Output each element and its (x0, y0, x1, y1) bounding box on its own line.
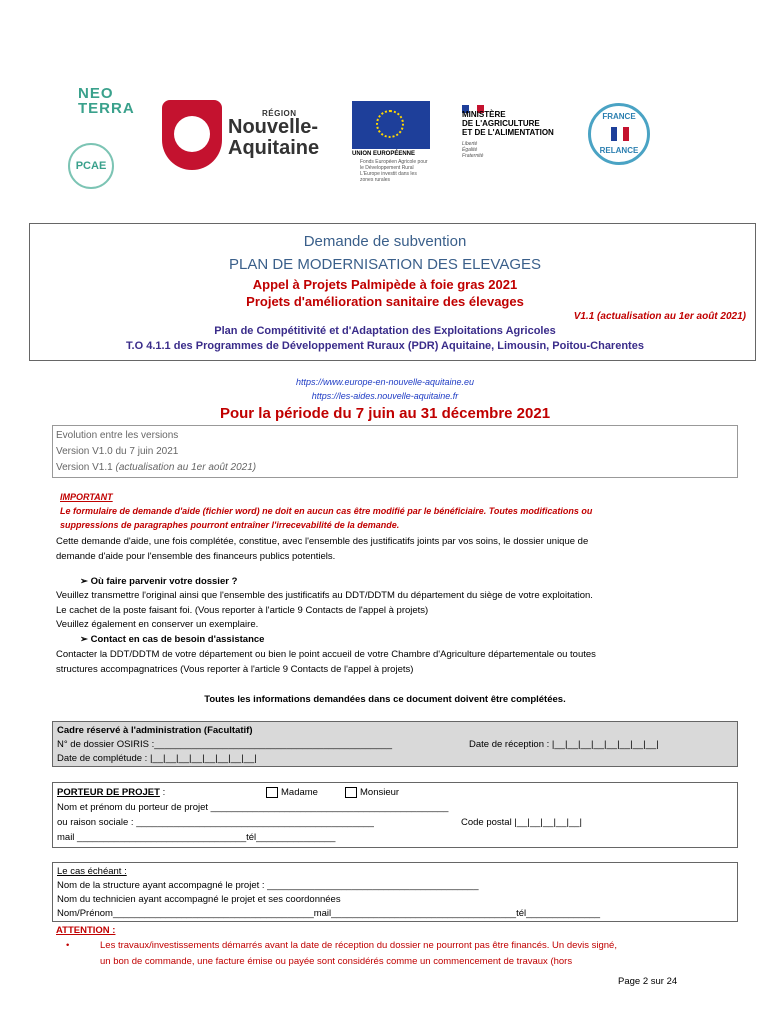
link-aides[interactable]: https://les-aides.nouvelle-aquitaine.fr (311, 391, 459, 401)
relance-flag-icon (611, 127, 629, 141)
link-europe[interactable]: https://www.europe-en-nouvelle-aquitaine.eu (295, 377, 475, 387)
page-number: Page 2 sur 24 (618, 976, 678, 987)
technician-label: Nom du technicien ayant accompagné le projet et ses coordonnées (57, 894, 341, 905)
french-flag-icon (462, 100, 484, 108)
contact-line1: Contacter la DDT/DDTM de votre département ou bien le point accueil de votre Chambre d'Agriculture départementale ou toutes (56, 649, 596, 660)
eu-flag-icon (352, 101, 430, 149)
intro-line1: Cette demande d'aide, une fois complétée, constitue, avec l'ensemble des justificatifs joints par vos soins, le dossier unique de (56, 536, 589, 547)
version-v11-prefix: Version V1.1 (56, 462, 116, 473)
version-v11 (56, 462, 256, 473)
attention-heading: ATTENTION : (56, 925, 116, 936)
title-line7: T.O 4.1.1 des Programmes de Développement Ruraux (PDR) Aquitaine, Limousin, Poitou-Charentes (126, 340, 644, 352)
mail-field[interactable]: mail ________________________________tél_______________ (57, 832, 336, 843)
structure-heading: Le cas échéant : (57, 866, 127, 877)
monsieur-label: Monsieur (360, 787, 400, 799)
neoterra-logo: NEO TERRA (78, 85, 135, 117)
all-info-notice: Toutes les informations demandées dans ce document doivent être complétées. (204, 694, 566, 705)
where-line3: Veuillez également en conserver un exemplaire. (56, 619, 259, 630)
contact-line2: structures accompagnatrices (Vous reporter à l'article 9 Contacts de l'appel à projets) (56, 664, 414, 675)
important-heading: IMPORTANT (60, 492, 113, 502)
title-line1: Demande de subvention (303, 233, 467, 250)
admin-box (52, 721, 738, 767)
versions-heading: Evolution entre les versions (56, 430, 179, 441)
eu-title: UNION EUROPÉENNE (352, 151, 416, 157)
attention-line1: Les travaux/investissements démarrés avant la date de réception du dossier ne pourront pas être financés. Un devis signé, (100, 940, 617, 951)
title-line2: PLAN DE MODERNISATION DES ELEVAGES (228, 256, 542, 273)
where-line1: Veuillez transmettre l'original ainsi que l'ensemble des justificatifs au DDT/DDTM du département du siège de votre exploitation. (56, 590, 593, 601)
region-shield-icon (162, 100, 222, 170)
ministry-motto: Liberté Égalité Fraternité (462, 141, 484, 159)
porteur-colon: : (159, 787, 166, 798)
where-heading: ➢ Où faire parvenir votre dossier ? (80, 576, 238, 587)
region-name: Nouvelle- Aquitaine (228, 116, 320, 159)
title-line3: Appel à Projets Palmipède à foie gras 2021 (252, 277, 518, 292)
period-title: Pour la période du 7 juin au 31 décembre 2021 (219, 405, 551, 422)
structure-name-field[interactable]: Nom de la structure ayant accompagné le projet : ________________________________________ (57, 880, 479, 891)
structure-box (52, 862, 738, 922)
osiris-field[interactable]: N° de dossier OSIRIS :_____________________________________________ (57, 739, 393, 750)
relance-top: FRANCE (602, 112, 636, 121)
monsieur-option[interactable] (345, 787, 399, 798)
important-line1: Le formulaire de demande d'aide (fichier word) ne doit en aucun cas être modifié par le bénéficiaire. Toutes modifications ou (60, 506, 593, 516)
admin-heading: Cadre réservé à l'administration (Facultatif) (57, 725, 253, 736)
title-line4: Projets d'amélioration sanitaire des élevages (246, 294, 524, 309)
where-line2: Le cachet de la poste faisant foi. (Vous reporter à l'article 9 Contacts de l'appel à projets) (56, 605, 429, 616)
eu-subtitle: Fonds Européen Agricole pour le Développement Rural L'Europe investit dans les zones rurales (360, 159, 428, 183)
attention-line2: un bon de commande, une facture émise ou payée sont considérés comme un commencement de travaux (hors (100, 956, 573, 967)
version-v10: Version V1.0 du 7 juin 2021 (56, 446, 179, 457)
monsieur-checkbox[interactable] (345, 787, 357, 798)
reception-date-field[interactable]: Date de réception : |__|__|__|__|__|__|__|__| (469, 739, 659, 750)
postal-field[interactable]: Code postal |__|__|__|__|__| (461, 817, 582, 828)
completion-date-field[interactable]: Date de complétude : |__|__|__|__|__|__|__|__| (57, 753, 257, 764)
contact-heading: ➢ Contact en cas de besoin d'assistance (80, 634, 265, 645)
ministry-name: MINISTÈRE DE L'AGRICULTURE ET DE L'ALIMENTATION (462, 110, 554, 137)
raison-field[interactable]: ou raison sociale : _____________________________________________ (57, 817, 374, 828)
intro-line2: demande d'aide pour l'ensemble des financeurs publics potentiels. (56, 551, 336, 562)
version-v11-italic: (actualisation au 1er août 2021) (115, 462, 257, 473)
attention-bullet: • (66, 940, 70, 951)
version-label: V1.1 (actualisation au 1er août 2021) (573, 311, 746, 322)
porteur-box (52, 782, 738, 848)
relance-bottom: RELANCE (599, 146, 639, 155)
porteur-heading-wrap (57, 787, 165, 798)
madame-label: Madame (281, 787, 318, 799)
title-line6: Plan de Compétitivité et d'Adaptation des Exploitations Agricoles (214, 325, 556, 337)
madame-option[interactable] (266, 787, 318, 798)
pcae-logo: PCAE (68, 143, 114, 189)
madame-checkbox[interactable] (266, 787, 278, 798)
france-relance-logo (588, 103, 650, 165)
important-line2: suppressions de paragraphes pourront entraîner l'irrecevabilité de la demande. (60, 520, 400, 530)
region-label: RÉGION (262, 109, 297, 118)
name-field[interactable]: Nom et prénom du porteur de projet _____________________________________________ (57, 802, 449, 813)
technician-field[interactable]: Nom/Prénom______________________________________mail___________________________________tél______________ (57, 908, 601, 919)
porteur-heading: PORTEUR DE PROJET (57, 787, 160, 798)
